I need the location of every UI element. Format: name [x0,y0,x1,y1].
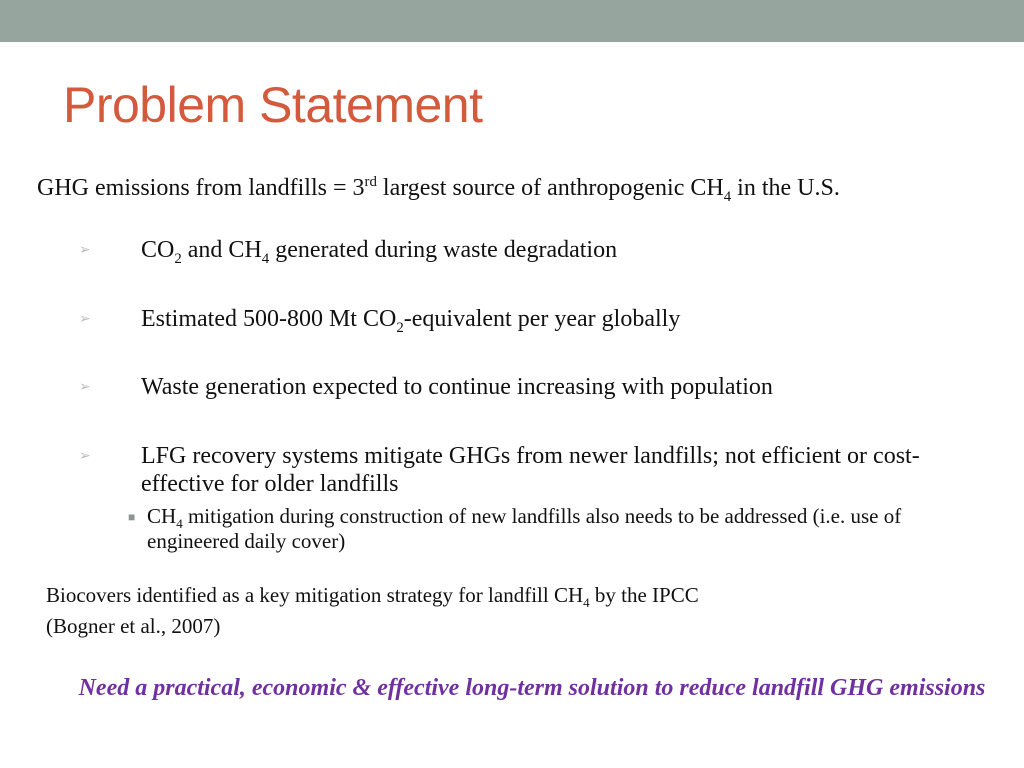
arrow-bullet-icon: ➢ [79,448,91,464]
intro-statement: GHG emissions from landfills = 3rd largest source of anthropogenic $CH_4$ in the U.S. [37,174,840,205]
conclusion-statement: Need a practical, economic & effective long-term solution to reduce landfill GHG emissions [78,675,986,701]
top-accent-bar [0,0,1024,42]
biocovers-statement [46,580,946,642]
bullet-text: Estimated 500-800 Mt $CO_2$-equivalent per year globally [141,306,681,336]
bullet-text: LFG recovery systems mitigate GHGs from newer landfills; not efficient or cost-effective for older landfills [141,443,920,497]
bullet-text: $CO_2$ and $CH_4$ generated during waste degradation [141,237,618,267]
biocovers-line: Biocovers identified as a key mitigation strategy for landfill $CH_4$ by the IPCC [46,583,699,611]
citation: (Bogner et al., 2007) [46,614,221,638]
arrow-bullet-icon: ➢ [79,379,91,395]
arrow-bullet-icon: ➢ [79,242,91,258]
square-bullet-icon: ■ [128,510,136,524]
slide-title: Problem Statement [63,77,483,133]
arrow-bullet-icon: ➢ [79,311,91,327]
sub-bullet-text: $CH_4$ mitigation during construction of new landfills also needs to be addressed (i.e. use of engineered daily cover) [147,504,902,553]
bullet-text: Waste generation expected to continue increasing with population [141,374,773,400]
